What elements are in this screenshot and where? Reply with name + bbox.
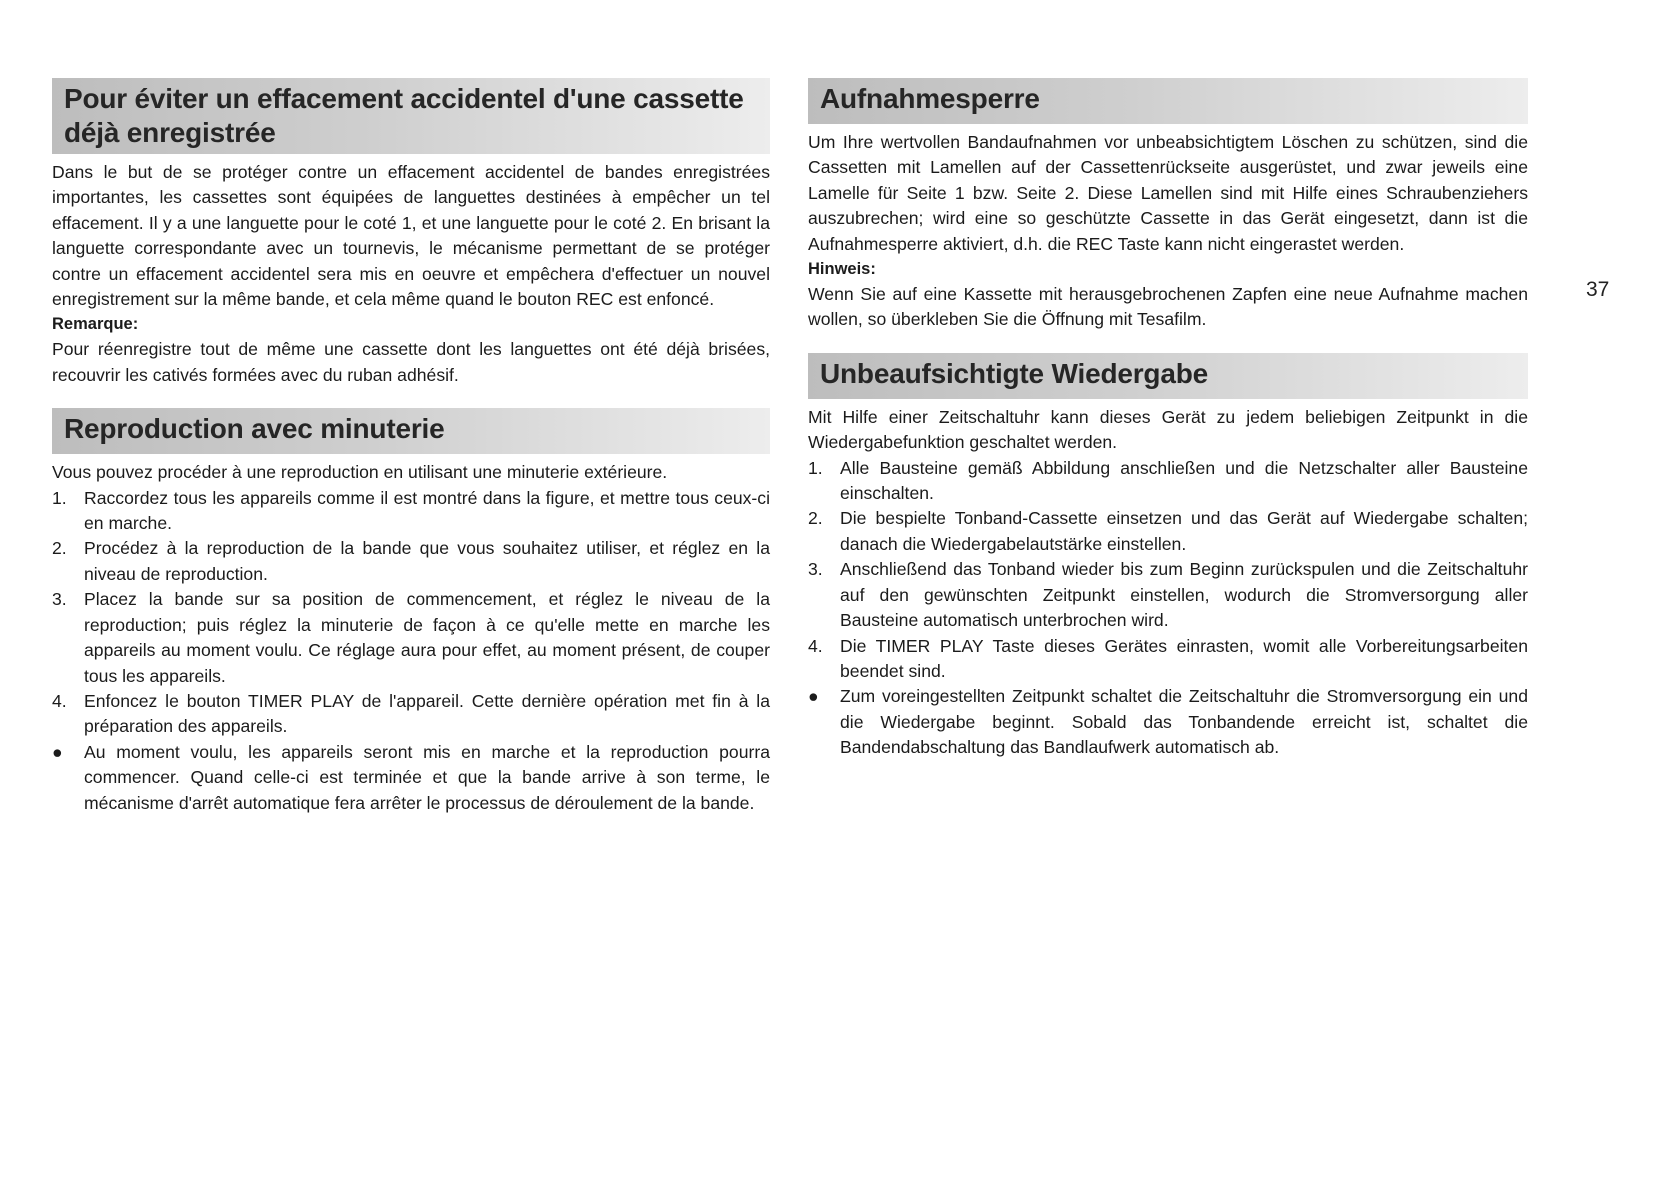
list-item: ● Zum voreingestellten Zeitpunkt schaltet die Zeitschaltuhr die Stromversorgung ein und die Wiedergabe beginnt. Sobald das Tonbandende erreicht ist, schaltet die Bandendabschaltung das Bandlaufwerk automatisch ab. — [808, 686, 1528, 758]
german-column — [808, 78, 1528, 761]
list-item: ● Au moment voulu, les appareils seront mis en marche et la reproduction pourra commencer. Quand celle-ci est terminée et que la bande arrive à son terme, le mécanisme d'arrêt automatique fera arrêter le processus de déroulement de la bande. — [52, 741, 770, 813]
erase-protection-body-fr: Dans le but de se protéger contre un effacement accidentel de bandes enregistrées importantes, les cassettes sont équipées de languettes destinées à empêcher un tel effacement. Il y a une languette pour le coté 1, et une languette pour le coté 2. En brisant la languette correspondante avec un tournevis, le mécanisme permettant de se protéger contre un effacement accidentel sera mis en oeuvre et empêchera d'effectuer un nouvel enregistrement sur la même bande, et cela même quand le bouton REC est enfoncé. — [52, 162, 770, 310]
timer-steps-list-fr — [52, 486, 770, 816]
section-heading-recording-lock-de: Aufnahmesperre — [808, 78, 1528, 124]
french-column — [52, 78, 770, 816]
section-heading-timer-playback-fr: Reproduction avec minuterie — [52, 408, 770, 454]
note-label: Hinweis: — [808, 260, 876, 279]
list-item: 3. Placez la bande sur sa position de commencement, et réglez le niveau de la reproduction; puis réglez la minuterie de façon à ce qu'elle mette en marche les appareils au moment voulu. Ce réglage aura pour effet, au moment présent, de couper tous les appareils. — [52, 589, 770, 686]
timer-steps-list-de — [808, 456, 1528, 761]
section-heading-unattended-playback-de: Unbeaufsichtigte Wiedergabe — [808, 353, 1528, 399]
timer-playback-intro-fr: Vous pouvez procéder à une reproduction en utilisant une minuterie extérieure. — [52, 462, 668, 483]
unattended-playback-intro-de: Mit Hilfe einer Zeitschaltuhr kann dieses Gerät zu jedem beliebigen Zeitpunkt in die Wiedergabefunktion geschaltet werden. — [808, 406, 1528, 453]
recording-lock-body-de: Um Ihre wertvollen Bandaufnahmen vor unbeabsichtigtem Löschen zu schützen, sind die Cassetten mit Lamellen auf der Cassettenrückseite ausgerüstet, und zwar jeweils eine Lamelle für Seite 1 bzw. Seite 2. Diese Lamellen sind mit Hilfe eines Schraubenziehers auszubrechen; wird eine so geschützte Cassette in das Gerät eingesetzt, dann ist die Aufnahmesperre aktiviert, d.h. die REC Taste kann nicht eingerastet werden. — [808, 132, 1528, 254]
remark-text: Pour réenregistre tout de même une cassette dont les languettes ont été déjà brisées, recouvrir les cativés formées avec du ruban adhésif. — [52, 339, 770, 385]
list-item: 2. Procédez à la reproduction de la bande que vous souhaitez utiliser, et réglez en la niveau de reproduction. — [52, 538, 770, 584]
page-number: 37 — [1586, 278, 1610, 301]
note-text: Wenn Sie auf eine Kassette mit herausgebrochenen Zapfen eine neue Aufnahme machen wollen, so überkleben Sie die Öffnung mit Tesafilm. — [808, 284, 1528, 330]
list-item: 2. Die bespielte Tonband-Cassette einsetzen und das Gerät auf Wiedergabe schalten; danach die Wiedergabelautstärke einstellen. — [808, 508, 1528, 554]
remark-label: Remarque: — [52, 315, 139, 334]
list-item: 1. Alle Bausteine gemäß Abbildung anschließen und die Netzschalter aller Bausteine einschalten. — [808, 457, 1528, 504]
section-heading-erase-protection-fr: Pour éviter un effacement accidentel d'une cassette déjà enregistrée — [52, 78, 770, 154]
list-item: 3. Anschließend das Tonband wieder bis zum Beginn zurückspulen und die Zeitschaltuhr auf den gewünschten Zeitpunkt einstellen, wodurch die Stromversorgung aller Bausteine automatisch unterbrochen wird. — [808, 559, 1528, 631]
list-item: 1. Raccordez tous les appareils comme il est montré dans la figure, et mettre tous ceux-ci en marche. — [52, 487, 770, 534]
list-item: 4. Enfoncez le bouton TIMER PLAY de l'appareil. Cette dernière opération met fin à la préparation des appareils. — [52, 690, 770, 737]
list-item: 4. Die TIMER PLAY Taste dieses Gerätes einrasten, womit alle Vorbereitungsarbeiten beendet sind. — [808, 635, 1528, 681]
